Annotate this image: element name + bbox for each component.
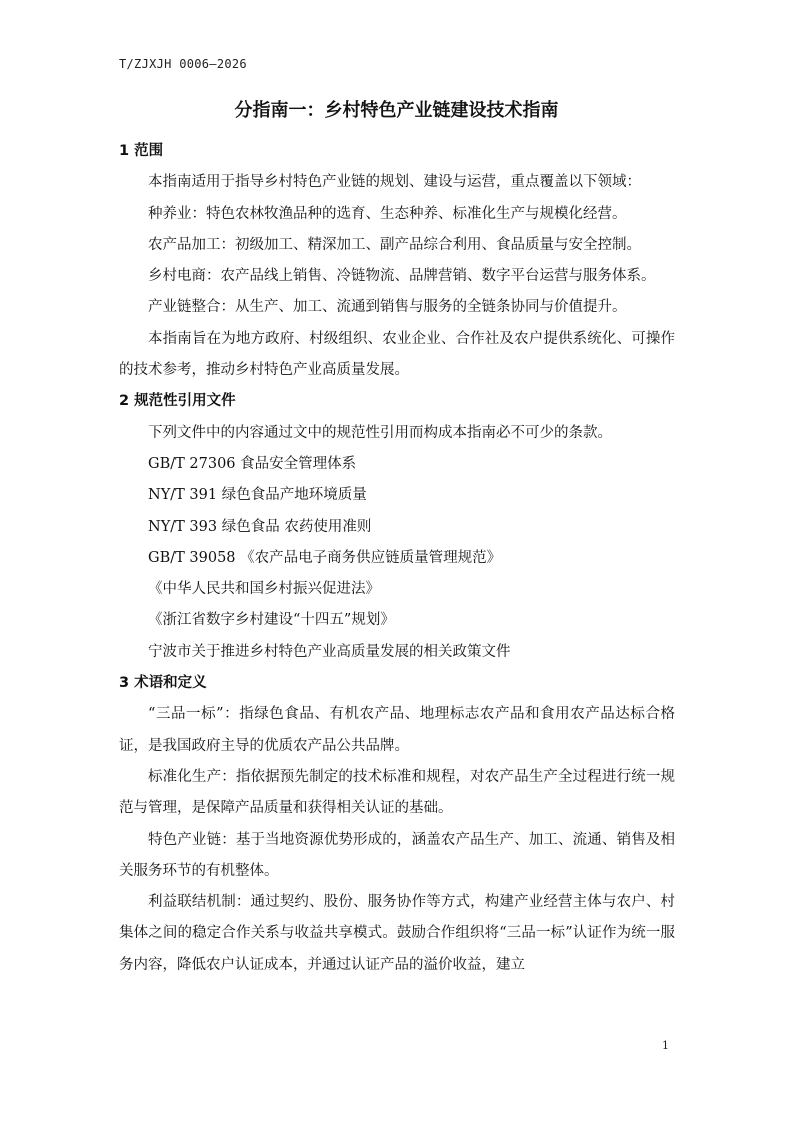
- scope-intro: 本指南适用于指导乡村特色产业链的规划、建设与运营，重点覆盖以下领域：: [148, 174, 641, 191]
- reference-item: GB/T 39058 《农产品电子商务供应链质量管理规范》: [148, 549, 502, 566]
- document-code: T/ZJXJH 0006—2026: [119, 57, 247, 71]
- scope-item: 产业链整合：从生产、加工、流通到销售与服务的全链条协同与价值提升。: [148, 299, 627, 316]
- references-intro: 下列文件中的内容通过文中的规范性引用而构成本指南必不可少的条款。: [148, 424, 612, 441]
- reference-item: 宁波市关于推进乡村特色产业高质量发展的相关政策文件: [148, 643, 511, 660]
- scope-item: 农产品加工：初级加工、精深加工、副产品综合利用、食品质量与安全控制。: [148, 236, 641, 253]
- term-definition: 特色产业链：基于当地资源优势形成的，涵盖农产品生产、加工、流通、销售及相关服务环节的有机整体。: [119, 831, 675, 879]
- section-heading-terms: 3 术语和定义: [119, 675, 207, 692]
- term-definition: 利益联结机制：通过契约、股份、服务协作等方式，构建产业经营主体与农户、村集体之间的稳定合作关系与收益共享模式。鼓励合作组织将“三品一标”认证作为统一服务内容，降低农户认证成本，并通过认证产品的溢价收益，建立: [119, 894, 675, 973]
- scope-purpose: 本指南旨在为地方政府、村级组织、农业企业、合作社及农户提供系统化、可操作的技术参考，推动乡村特色产业高质量发展。: [119, 330, 675, 379]
- reference-item: NY/T 391 绿色食品产地环境质量: [148, 487, 367, 504]
- scope-item: 乡村电商：农产品线上销售、冷链物流、品牌营销、数字平台运营与服务体系。: [148, 268, 656, 285]
- reference-item: 《浙江省数字乡村建设“十四五”规划》: [148, 612, 395, 629]
- section-heading-references: 2 规范性引用文件: [119, 393, 236, 410]
- document-title: 分指南一：乡村特色产业链建设技术指南: [234, 100, 559, 121]
- term-definition: “三品一标”：指绿色食品、有机农产品、地理标志农产品和食用农产品达标合格证，是我国政府主导的优质农产品公共品牌。: [119, 706, 675, 754]
- reference-item: 《中华人民共和国乡村振兴促进法》: [148, 581, 380, 598]
- term-definition: 标准化生产：指依据预先制定的技术标准和规程，对农产品生产全过程进行统一规范与管理，是保障产品质量和获得相关认证的基础。: [119, 768, 675, 817]
- reference-item: NY/T 393 绿色食品 农药使用准则: [148, 518, 372, 535]
- scope-item: 种养业：特色农林牧渔品种的选育、生态种养、标准化生产与规模化经营。: [148, 205, 627, 222]
- page-number: 1: [662, 1039, 669, 1052]
- document-body: [119, 136, 675, 981]
- reference-item: GB/T 27306 食品安全管理体系: [148, 455, 357, 472]
- section-heading-scope: 1 范围: [119, 143, 164, 159]
